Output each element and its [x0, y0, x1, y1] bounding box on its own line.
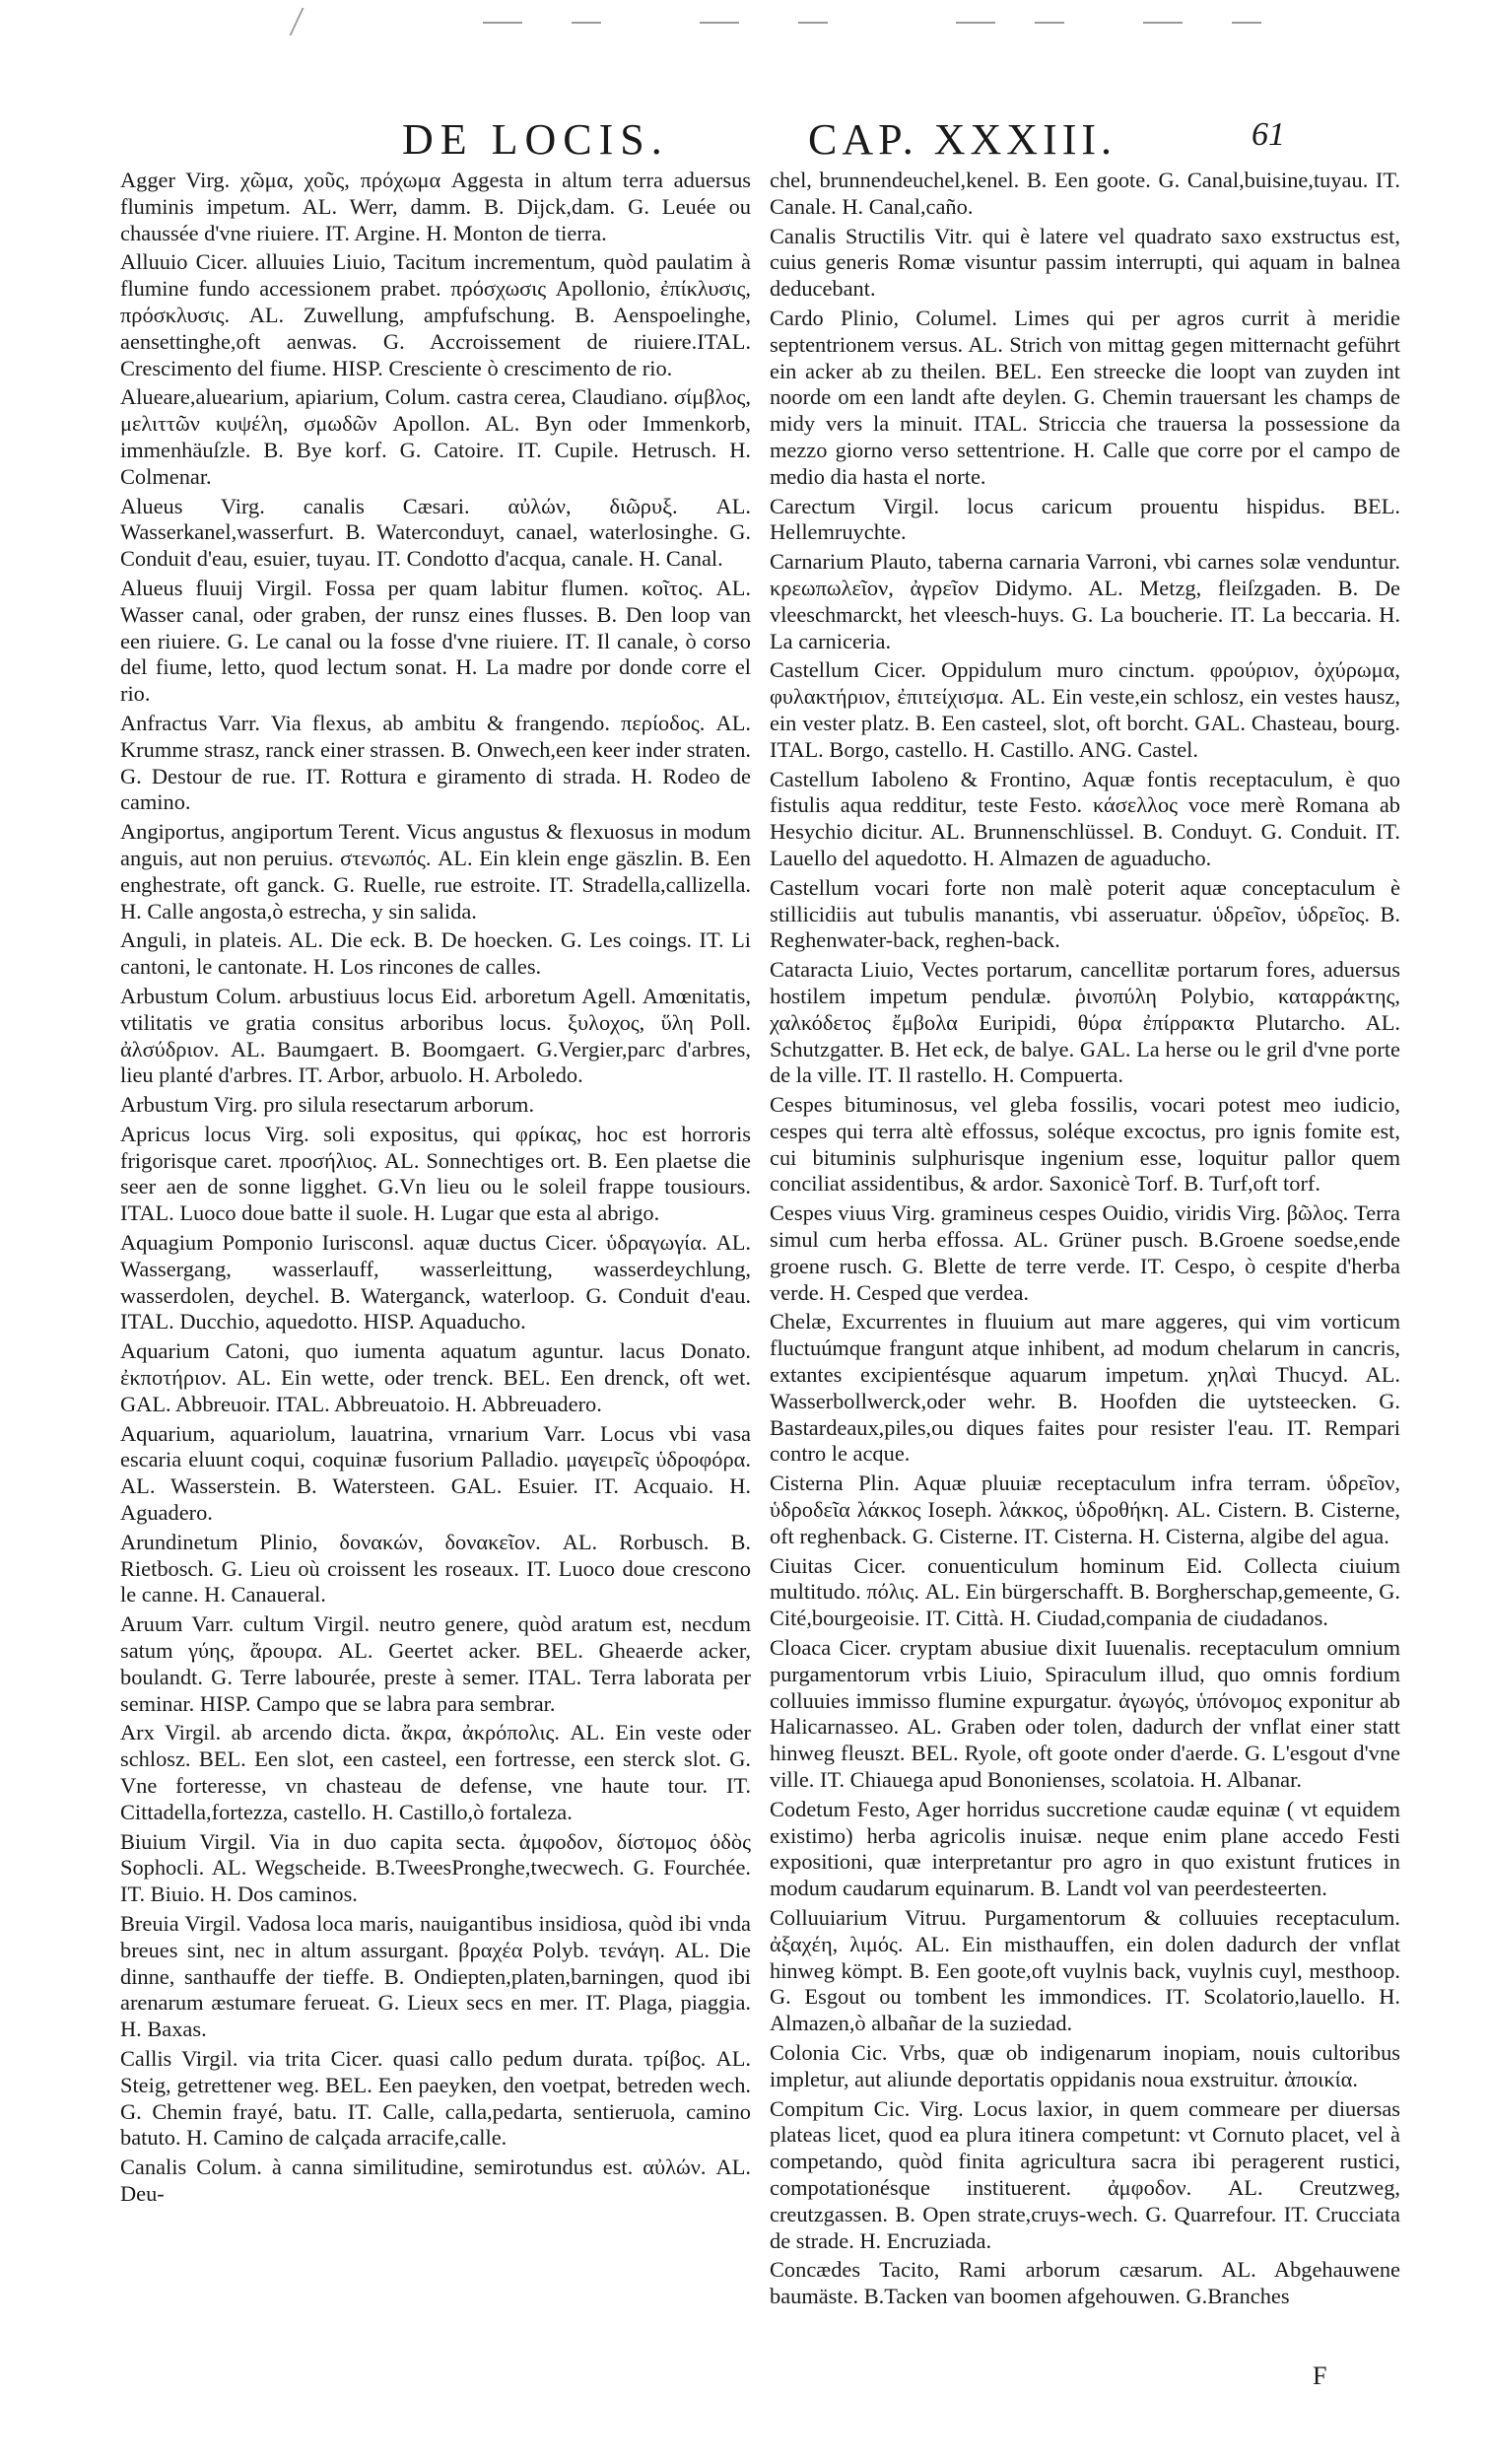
- dictionary-entry: Castellum Cicer. Oppidulum muro cinctum. φρούριον, ὀχύρωμα, φυλακτήριον, ἐπιτείχισμα. AL. Ein veste,ein schlosz, ein vestes hausz, ein vester platz. B. Een casteel, slot, oft borcht. GAL. Chasteau, bourg. ITAL. Borgo, castello. H. Castillo. ANG. Castel.: [770, 657, 1400, 762]
- dictionary-entry: Compitum Cic. Virg. Locus laxior, in quem commeare per diuersas plateas licet, quod ea plura itinera competunt: vt Cornuto placet, vel à competando, quòd finita agricultura sacra ibi peragerent rustici, compotationésque instituerent. ἀμφοδον. AL. Creutzweg, creutzgassen. B. Open strate,cruys-wech. G. Quarrefour. IT. Crucciata de strade. H. Encruziada.: [770, 2095, 1400, 2253]
- dictionary-entry: Carectum Virgil. locus caricum prouentu hispidus. BEL. Hellemruychte.: [770, 493, 1400, 545]
- dictionary-entry: Concædes Tacito, Rami arborum cæsarum. AL. Abgehauwene baumäste. B.Tacken van boomen afgehouwen. G.Branches: [770, 2257, 1400, 2309]
- dictionary-entry: Arx Virgil. ab arcendo dicta. ἄκρα, ἀκρόπολις. AL. Ein veste oder schlosz. BEL. Een slot, een casteel, een fortresse, een sterck slot. G. Vne forteresse, vn chasteau de defense, vne haute tour. IT. Cittadella,fortezza, castello. H. Castillo,ò fortaleza.: [120, 1720, 751, 1824]
- dictionary-entry: Cardo Plinio, Columel. Limes qui per agros currit à meridie septentrionem versus. AL. Strich von mittag gegen mitternacht geführt ein acker ab zu theilen. BEL. Een streecke die loopt van zuyden int noorde om een landt afte deylen. G. Chemin trauersant les champs de midy vers la minuit. ITAL. Striccia che trauersa la possessione da mezzo giorno verso settentrione. H. Calle que corre por el campo de medio dia hasta el norte.: [770, 305, 1400, 489]
- dictionary-entry: Alueus fluuij Virgil. Fossa per quam labitur flumen. κοῖτος. AL. Wasser canal, oder graben, der runsz eines flusses. B. Den loop van een riuiere. G. Le canal ou la fosse d'vne riuiere. IT. Il canale, ò corso del fiume, letto, quod lectum sonat. H. La madre por donde corre el rio.: [120, 575, 751, 707]
- dictionary-entry: Cataracta Liuio, Vectes portarum, cancellitæ portarum fores, aduersus hostilem impetum pendulæ. ῥινοπύλη Polybio, καταρράκτης, χαλκόδετος ἔμβολα Euripidi, θύρα ἐπίρρακτα Plutarcho. AL. Schutzgatter. B. Het eck, de balye. GAL. La herse ou le gril d'vne porte de la ville. IT. Il rastello. H. Compuerta.: [770, 957, 1400, 1088]
- dictionary-entry: Aquarium Catoni, quo iumenta aquatum aguntur. lacus Donato. ἐκποτήριον. AL. Ein wette, oder trenck. BEL. Een drenck, oft wet. GAL. Abbreuoir. ITAL. Abbreuatoio. H. Abbreuadero.: [120, 1338, 751, 1416]
- dictionary-entry: Arbustum Colum. arbustiuus locus Eid. arboretum Agell. Amœnitatis, vtilitatis ve gratia consitus arboribus locus. ξυλοχος, ὕλη Poll. ἀλσύδριον. AL. Baumgaert. B. Boomgaert. G.Vergier,parc d'arbres, lieu planté d'arbres. IT. Arbor, arbuolo. H. Arboledo.: [120, 983, 751, 1088]
- dictionary-entry: Agger Virg. χῶμα, χοῦς, πρόχωμα Aggesta in altum terra aduersus fluminis impetum. AL. Werr, damm. B. Dijck,dam. G. Leuée ou chaussée d'vne riuiere. IT. Argine. H. Monton de tierra.: [120, 168, 751, 245]
- right-column: [770, 168, 1400, 2313]
- dictionary-entry: Apricus locus Virg. soli expositus, qui φρίκας, hoc est horroris frigorisque caret. προσήλιος. AL. Sonnechtiges ort. B. Een plaetse die seer aen de sonne ligghet. G.Vn lieu ou le soleil frappe tousiours. ITAL. Luoco doue batte il suole. H. Lugar que esta al abrigo.: [120, 1121, 751, 1226]
- dictionary-entry: Codetum Festo, Ager horridus succretione caudæ equinæ ( vt equidem existimo) herba agricolis inuisæ. neque enim plane accedo Festi expositioni, quæ interpretantur pro agro in quo existunt frutices in modum caudarum equinarum. B. Landt vol van peerdesteerten.: [770, 1796, 1400, 1901]
- dictionary-entry: Angiportus, angiportum Terent. Vicus angustus & flexuosus in modum anguis, aut non peruius. στενωπός. AL. Ein klein enge gäszlin. B. Een enghestrate, oft ganck. G. Ruelle, rue estroite. IT. Stradella,callizella. H. Calle angosta,ò estrecha, y sin salida.: [120, 819, 751, 924]
- dictionary-entry: Anguli, in plateis. AL. Die eck. B. De hoecken. G. Les coings. IT. Li cantoni, le cantonate. H. Los rincones de calles.: [120, 927, 751, 980]
- dictionary-entry: Alluuio Cicer. alluuies Liuio, Tacitum incrementum, quòd paulatim à flumine fundo accessionem prabet. πρόσχωσις Apollonio, ἐπίκλυσις, πρόσκλυσις. AL. Zuwellung, ampfufschung. B. Aenspoelinghe, aensettinghe,oft aenwas. G. Accroissement de riuiere.ITAL. Crescimento del fiume. HISP. Cresciente ò crescimento de rio.: [120, 249, 751, 380]
- dictionary-entry: Anfractus Varr. Via flexus, ab ambitu & frangendo. περίοδος. AL. Krumme strasz, ranck einer strassen. B. Onwech,een keer inder straten. G. Destour de rue. IT. Rottura e giramento di strada. H. Rodeo de camino.: [120, 710, 751, 815]
- dictionary-entry: Biuium Virgil. Via in duo capita secta. ἀμφοδον, δίστομος ὁδὸς Sophocli. AL. Wegscheide. B.TweesPronghe,twecwech. G. Fourchée. IT. Biuio. H. Dos caminos.: [120, 1828, 751, 1907]
- dictionary-entry: Chelæ, Excurrentes in fluuium aut mare aggeres, qui vim vorticum fluctuúmque frangunt atque inhibent, ad modum chelarum in cancris, extantes excipientésque aquarum impetum. χηλαὶ Thucyd. AL. Wasserbollwerck,oder wehr. B. Hoofden die uytsteecken. G. Bastardeaux,piles,ou diques faites pour resister l'eau. IT. Rempari contro le acque.: [770, 1309, 1400, 1467]
- dictionary-entry: Cloaca Cicer. cryptam abusiue dixit Iuuenalis. receptaculum omnium purgamentorum vrbis Liuio, Spiraculum illud, quo omnis fordium colluuies immisso flumine expurgatur. ἀγωγός, ὑπόνομος exponitur ab Halicarnasseo. AL. Graben oder tolen, dadurch der vnflat einer statt hinweg fleuszt. BEL. Ryole, oft goote onder d'aerde. G. L'esgout d'vne ville. IT. Chiauega apud Bononienses, scolatoia. H. Albanar.: [770, 1635, 1400, 1793]
- dictionary-entry: Castellum vocari forte non malè poterit aquæ conceptaculum è stillicidiis aut tubulis manantis, vbi asseruatur. ὑδρεῖον, ὑδρεῖος. B. Reghenwater-back, reghen-back.: [770, 874, 1400, 953]
- dictionary-entry: chel, brunnendeuchel,kenel. B. Een goote. G. Canal,buisine,tuyau. IT. Canale. H. Canal,caño.: [770, 168, 1400, 219]
- header-chapter: CAP. XXXIII.: [808, 115, 1117, 164]
- dictionary-entry: Aquarium, aquariolum, lauatrina, vrnarium Varr. Locus vbi vasa escaria eluunt coqui, coquinæ fusorium Palladio. μαγειρεῖς ὑδροφόρα. AL. Wasserstein. B. Watersteen. GAL. Esuier. IT. Acquaio. H. Aguadero.: [120, 1420, 751, 1526]
- dictionary-entry: Arundinetum Plinio, δονακών, δονακεῖον. AL. Rorbusch. B. Rietbosch. G. Lieu où croissent les roseaux. IT. Luoco doue crescono le canne. H. Canaueral.: [120, 1529, 751, 1608]
- rule-mark: [1143, 22, 1183, 24]
- pen-stroke-mark: [289, 8, 309, 35]
- dictionary-entry: Cisterna Plin. Aquæ pluuiæ receptaculum infra terram. ὑδρεῖον, ὑδροδεῖα λάκκος Ioseph. λάκκος, ὑδροθήκη. AL. Cistern. B. Cisterne, oft reghenback. G. Cisterne. IT. Cisterna. H. Cisterna, algibe del agua.: [770, 1471, 1400, 1548]
- rule-mark: [572, 22, 601, 24]
- dictionary-entry: Castellum Iaboleno & Frontino, Aquæ fontis receptaculum, è quo fistulis aqua redditur, teste Festo. κάσελλος voce merè Romana ab Hesychio dicitur. AL. Brunnenschlüssel. B. Conduyt. G. Conduit. IT. Lauello del aquedotto. H. Almazen de aguaducho.: [770, 766, 1400, 870]
- rule-mark: [956, 22, 995, 24]
- dictionary-entry: Breuia Virgil. Vadosa loca maris, nauigantibus insidiosa, quòd ibi vnda breues sint, nec in altum assurgant. βραχέα Polyb. τενάγη. AL. Die dinne, santhauffe der tieffe. B. Ondiepten,platen,barningen, quod ibi arenarum æstumare ferueat. G. Lieux secs en mer. IT. Plaga, piaggia. H. Baxas.: [120, 1911, 751, 2042]
- rule-mark: [798, 22, 828, 24]
- signature-mark: F: [1313, 2361, 1327, 2390]
- top-margin-marks: [148, 8, 1380, 37]
- dictionary-entry: Alueare,aluearium, apiarium, Colum. castra cerea, Claudiano. σίμβλος, μελιττῶν κυψέλη, σμωδῶν Apollon. AL. Byn oder Immenkorb, immenhäuſzle. B. Bye korf. G. Catoire. IT. Cupile. Hetrusch. H. Colmenar.: [120, 384, 751, 489]
- dictionary-entry: Ciuitas Cicer. conuenticulum hominum Eid. Collecta ciuium multitudo. πόλις. AL. Ein bürgerschafft. B. Borgherschap,gemeente, G. Cité,bourgeoisie. IT. Città. H. Ciudad,compania de ciudadanos.: [770, 1552, 1400, 1631]
- dictionary-entry: Callis Virgil. via trita Cicer. quasi callo pedum durata. τρίβος. AL. Steig, getrettener weg. BEL. Een paeyken, den voetpat, betreden wech. G. Chemin frayé, batu. IT. Calle, calla,pedarta, sentieruola, camino batuto. H. Camino de calçada arracife,calle.: [120, 2045, 751, 2151]
- dictionary-entry: Arbustum Virg. pro silula resectarum arborum.: [120, 1092, 535, 1118]
- dictionary-entry: Aquagium Pomponio Iurisconsl. aquæ ductus Cicer. ὑδραγωγία. AL. Wassergang, wasserlauff, wasserleittung, wasserdeychlung, wasserdolen, deychel. B. Waterganck, waterloop. G. Conduit d'eau. ITAL. Ducchio, aquedotto. HISP. Aquaducho.: [120, 1230, 751, 1335]
- running-header: [158, 114, 1340, 164]
- dictionary-entry: Carnarium Plauto, taberna carnaria Varroni, vbi carnes solæ venduntur. κρεωπωλεῖον, ἀγρεῖον Didymo. AL. Metzg, fleiſzgaden. B. De vleeschmarckt, het vleesch-huys. G. La boucherie. IT. La beccaria. H. La carniceria.: [770, 549, 1400, 653]
- rule-mark: [1232, 22, 1261, 24]
- dictionary-entry: Aruum Varr. cultum Virgil. neutro genere, quòd aratum est, necdum satum γύης, ἄρουρα. AL. Geertet acker. BEL. Gheaerde acker, boulandt. G. Terre labourée, preste à semer. ITAL. Terra laborata per seminar. HISP. Campo que se labra para sembrar.: [120, 1611, 751, 1716]
- dictionary-entry: Alueus Virg. canalis Cæsari. αὐλών, διῶρυξ. AL. Wasserkanel,wasserfurt. B. Waterconduyt, canael, waterlosinghe. G. Conduit d'eau, esuier, tuyau. IT. Condotto d'acqua, canale. H. Canal.: [120, 493, 751, 572]
- dictionary-entry: Cespes viuus Virg. gramineus cespes Ouidio, viridis Virg. βῶλος. Terra simul cum herba effossa. AL. Grüner pusch. B.Groene soedse,ende groene rusch. G. Blette de terre verde. IT. Cespo, ò cespite d'herba verde. H. Cesped que verdea.: [770, 1200, 1400, 1305]
- dictionary-entry: Canalis Colum. à canna similitudine, semirotundus est. αὐλών. AL. Deu-: [120, 2155, 751, 2206]
- dictionary-entry: Colonia Cic. Vrbs, quæ ob indigenarum inopiam, nouis cultoribus impletur, aut aliunde deportatis oppidanis noua exstruitur. ἀποικία.: [770, 2039, 1400, 2091]
- dictionary-entry: Cespes bituminosus, vel gleba fossilis, vocari potest meo iudicio, cespes qui terra altè effossus, soléque excoctus, pro ignis fomite est, cui bituminis sulphurisque ingenium esse, loquitur pallor quem conciliat assidentibus, & ardor. Saxonicè Torf. B. Turf,oft torf.: [770, 1092, 1400, 1197]
- dictionary-entry: Canalis Structilis Vitr. qui è latere vel quadrato saxo exstructus est, cuius generis Romæ visuntur passim interrupti, qui aquam in balnea deducebant.: [770, 223, 1400, 302]
- rule-mark: [1035, 22, 1064, 24]
- rule-mark: [483, 22, 522, 24]
- header-left-title: DE LOCIS.: [402, 115, 669, 164]
- rule-mark: [700, 22, 739, 24]
- page-number: 61: [1252, 116, 1285, 153]
- dictionary-entry: Colluuiarium Vitruu. Purgamentorum & colluuies receptaculum. ἀξαχέη, λιμός. AL. Ein misthauffen, ein dolen dadurch der vnflat hinweg kömpt. B. Een goote,oft vuylnis back, vuylnis cuyl, mesthoop. G. Esgout ou tombent les immondices. IT. Scolatorio,lauello. H. Almazen,ò albañar de la suziedad.: [770, 1905, 1400, 2036]
- left-column: [120, 168, 751, 2211]
